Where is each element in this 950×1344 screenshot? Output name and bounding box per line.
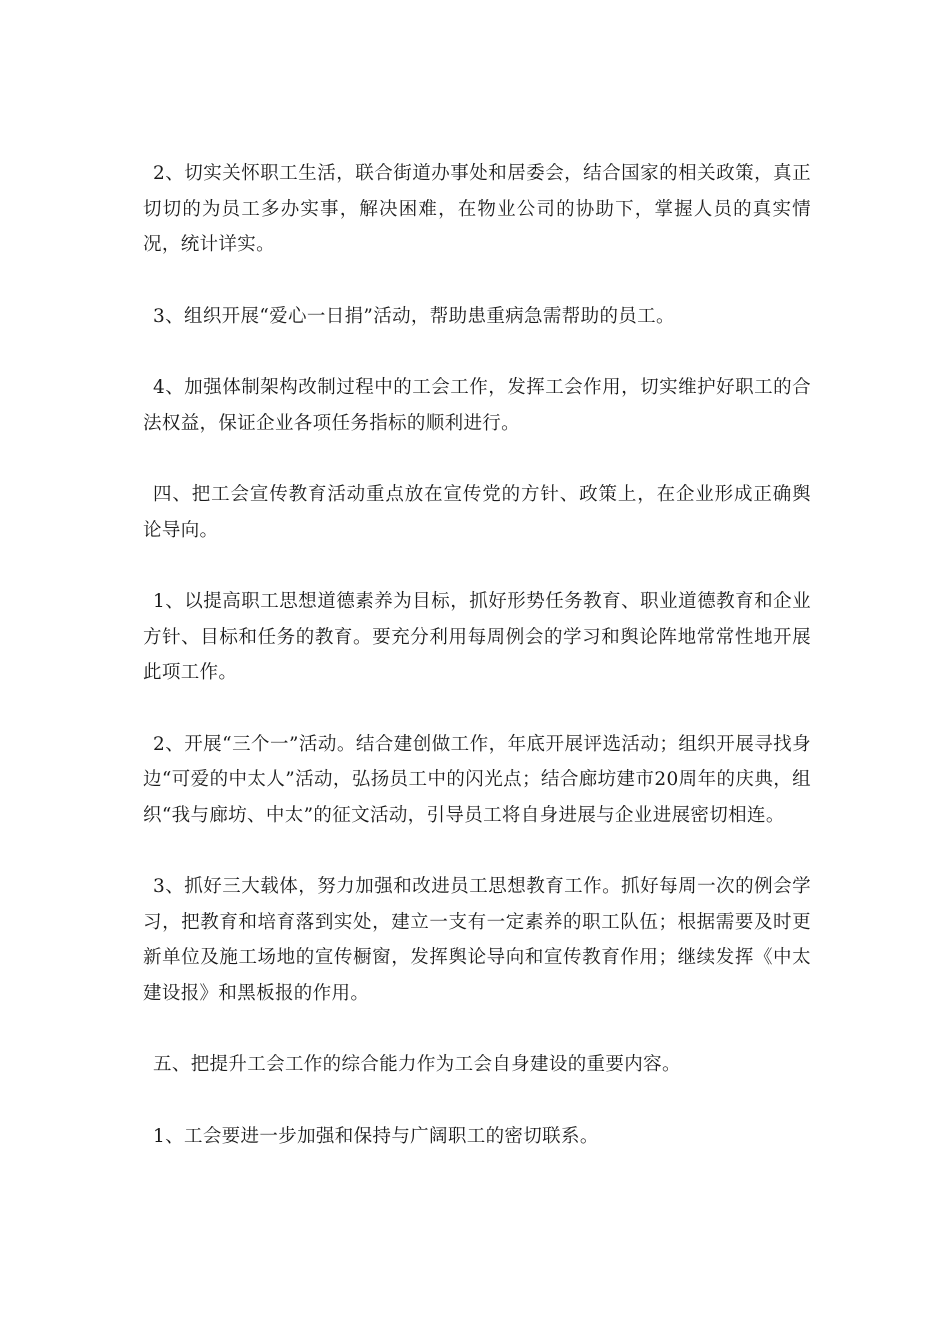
paragraph-three-carriers: 3、抓好三大载体，努力加强和改进员工思想教育工作。抓好每周一次的例会学习，把教育和培育落到实处，建立一支有一定素养的职工队伍；根据需要及时更新单位及施工场地的宣传橱窗，发挥舆论导向和宣传教育作用；继续发挥《中太建设报》和黑板报的作用。 xyxy=(143,876,811,1004)
document-body xyxy=(143,156,811,1190)
paragraph-donation-activity: 3、组织开展“爱心一日捐”活动，帮助患重病急需帮助的员工。 xyxy=(153,305,675,327)
paragraph-care-for-staff: 2、切实关怀职工生活，联合街道办事处和居委会，结合国家的相关政策，真正切切的为员工多办实事，解决困难，在物业公司的协助下，掌握人员的真实情况，统计详实。 xyxy=(143,163,811,255)
paragraph-contact-with-staff: 1、工会要进一步加强和保持与广阔职工的密切联系。 xyxy=(153,1125,599,1147)
paragraph-three-ones-activity: 2、开展“三个一”活动。结合建创做工作，年底开展评选活动；组织开展寻找身边“可爱的中太人”活动，弘扬员工中的闪光点；结合廊坊建市20周年的庆典，组织“我与廊坊、中太”的征文活动，引导员工将自身进展与企业进展密切相连。 xyxy=(143,733,811,826)
section-heading-five: 五、把提升工会工作的综合能力作为工会自身建设的重要内容。 xyxy=(153,1054,681,1075)
paragraph-union-work-reform: 4、加强体制架构改制过程中的工会工作，发挥工会作用，切实维护好职工的合法权益，保证企业各项任务指标的顺利进行。 xyxy=(143,377,811,434)
paragraph-moral-education: 1、以提高职工思想道德素养为目标，抓好形势任务教育、职业道德教育和企业方针、目标和任务的教育。要充分利用每周例会的学习和舆论阵地常常性地开展此项工作。 xyxy=(143,591,811,683)
section-heading-four: 四、把工会宣传教育活动重点放在宣传党的方针、政策上，在企业形成正确舆论导向。 xyxy=(143,484,811,541)
